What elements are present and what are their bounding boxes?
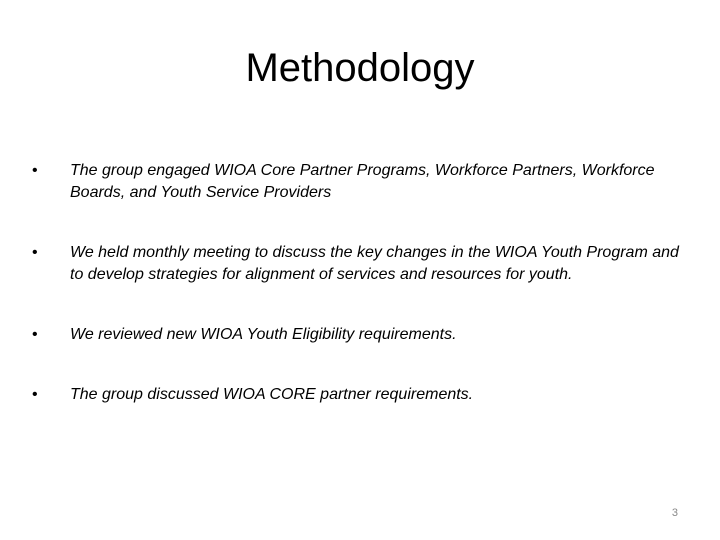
bullet-item bbox=[30, 324, 690, 346]
bullet-list bbox=[30, 160, 690, 406]
slide-title: Methodology bbox=[245, 46, 475, 90]
bullet-item bbox=[30, 160, 690, 204]
bullet-text: The group engaged WIOA Core Partner Programs, Workforce Partners, Workforce Boards, and Youth Service Providers bbox=[70, 162, 655, 201]
bullet-item bbox=[30, 384, 690, 406]
bullet-icon: • bbox=[32, 386, 38, 403]
bullet-icon: • bbox=[32, 326, 38, 343]
bullet-text: We reviewed new WIOA Youth Eligibility requirements. bbox=[70, 326, 457, 343]
bullet-icon: • bbox=[32, 244, 38, 261]
bullet-text: We held monthly meeting to discuss the key changes in the WIOA Youth Program and to develop strategies for alignment of services and resources for youth. bbox=[70, 244, 679, 283]
bullet-icon: • bbox=[32, 162, 38, 179]
bullet-item bbox=[30, 242, 690, 286]
page-number: 3 bbox=[671, 507, 678, 519]
bullet-text: The group discussed WIOA CORE partner requirements. bbox=[70, 386, 474, 403]
